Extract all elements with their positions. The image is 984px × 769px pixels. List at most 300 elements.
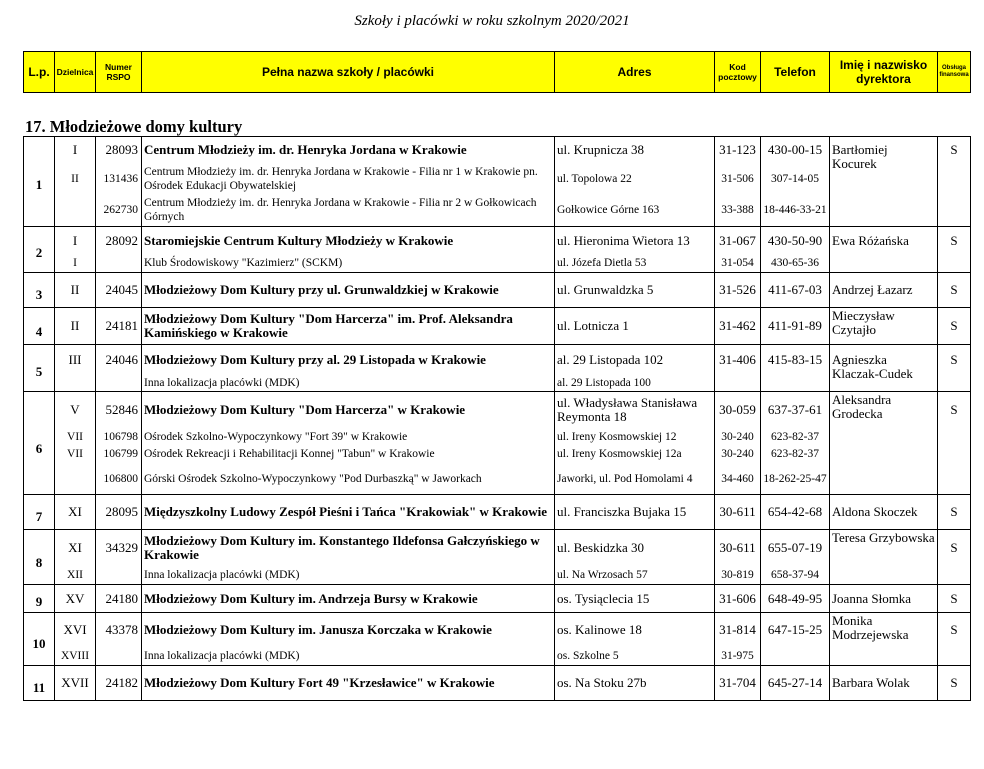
table-row: [24, 273, 971, 308]
cell-kod: [715, 495, 761, 530]
kod-line: 31-975: [721, 650, 754, 662]
rspo-line: [98, 647, 138, 665]
header-dzielnica: Dzielnica: [55, 52, 96, 93]
cell-nazwa: [142, 495, 555, 530]
dz-line: VII: [67, 430, 83, 443]
rspo-stack: [98, 308, 138, 344]
kod-line: 30-240: [721, 448, 754, 460]
kod-line: 31-814: [719, 622, 756, 637]
tel-line: 658-37-94: [771, 569, 819, 581]
cell-tel: [761, 585, 830, 613]
row-dyrektor: Joanna Słomka: [830, 585, 938, 613]
row-obsluga: S: [938, 273, 971, 308]
row-obsluga: S: [938, 345, 971, 392]
kod-stack: [717, 530, 758, 584]
tel-stack: [763, 345, 827, 391]
cell-kod: [715, 530, 761, 585]
cell-rspo: [96, 530, 142, 585]
adres-stack: [557, 308, 712, 344]
cell-nazwa: [142, 227, 555, 273]
cell-dz: [55, 308, 96, 345]
row-obsluga: S: [938, 227, 971, 273]
kod-stack: [717, 137, 758, 226]
nazwa-stack: [144, 392, 552, 494]
dz-line: [57, 194, 93, 226]
tel-line: 655-07-19: [767, 540, 823, 555]
dz-stack: [57, 530, 93, 584]
kod-line: 34-460: [721, 472, 754, 485]
row-obsluga: S: [938, 613, 971, 666]
rspo-line: 24045: [105, 282, 138, 297]
tel-line: 648-49-95: [767, 590, 823, 606]
nazwa-line: Centrum Młodzieży im. dr. Henryka Jordana w Krakowie - Filia nr 2 w Gołkowicach Górnych: [144, 197, 537, 223]
row-dyrektor: Mieczysław Czytajło: [830, 308, 938, 345]
cell-kod: [715, 666, 761, 701]
cell-tel: [761, 227, 830, 273]
cell-tel: [761, 308, 830, 345]
cell-dz: [55, 495, 96, 530]
table-row: [24, 530, 971, 585]
table-row: [24, 392, 971, 495]
adres-line: os. Na Stoku 27b: [557, 675, 647, 690]
cell-nazwa: [142, 613, 555, 666]
tel-line: 18-262-25-47: [763, 472, 827, 485]
kod-stack: [717, 308, 758, 344]
nazwa-line: Inna lokalizacja placówki (MDK): [144, 650, 300, 662]
adres-line: ul. Ireny Kosmowskiej 12: [557, 430, 677, 443]
cell-adres: [555, 666, 715, 701]
dz-stack: [57, 345, 93, 391]
nazwa-line: Górski Ośrodek Szkolno-Wypoczynkowy "Pod Durbaszką" w Jaworkach: [144, 472, 482, 485]
adres-line: os. Kalinowe 18: [557, 622, 642, 637]
rspo-line: 24180: [105, 590, 138, 606]
adres-stack: [557, 273, 712, 307]
row-lp: 10: [24, 613, 55, 666]
cell-kod: [715, 273, 761, 308]
cell-adres: [555, 137, 715, 227]
cell-dz: [55, 273, 96, 308]
dz-line: VII: [67, 448, 83, 460]
kod-line: 31-506: [721, 172, 754, 185]
cell-tel: [761, 613, 830, 666]
cell-adres: [555, 495, 715, 530]
rspo-line: [98, 375, 138, 391]
dz-line: [57, 375, 93, 391]
row-obsluga: S: [938, 137, 971, 227]
dz-line: XII: [67, 569, 83, 581]
dz-line: XI: [68, 540, 82, 555]
nazwa-line: Młodzieżowy Dom Kultury "Dom Harcerza" im. Prof. Aleksandra Kamińskiego w Krakowie: [144, 311, 513, 340]
nazwa-line: Ośrodek Rekreacji i Rehabilitacji Konnej "Tabun" w Krakowie: [144, 448, 435, 460]
adres-stack: [557, 137, 712, 226]
rspo-line: 34329: [105, 540, 138, 555]
table-row: [24, 585, 971, 613]
cell-dz: [55, 137, 96, 227]
row-lp: 3: [24, 273, 55, 308]
tel-line: 654-42-68: [767, 504, 823, 519]
kod-stack: [717, 495, 758, 529]
nazwa-stack: [144, 585, 552, 612]
rspo-stack: [98, 666, 138, 700]
row-dyrektor: Bartłomiej Kocurek: [830, 137, 938, 227]
dz-line: III: [68, 352, 82, 367]
adres-line: ul. Beskidzka 30: [557, 540, 645, 555]
adres-stack: [557, 495, 712, 529]
table-header: [23, 51, 971, 93]
dz-line: XVI: [63, 622, 87, 637]
kod-stack: [717, 273, 758, 307]
tel-stack: [763, 613, 827, 665]
row-obsluga: S: [938, 308, 971, 345]
nazwa-stack: [144, 308, 552, 344]
dz-stack: [57, 666, 93, 700]
nazwa-stack: [144, 666, 552, 700]
header-dyrektor: Imię i nazwisko dyrektora: [830, 52, 938, 93]
adres-stack: [557, 392, 712, 494]
adres-stack: [557, 666, 712, 700]
rspo-stack: [98, 137, 138, 226]
row-dyrektor: Monika Modrzejewska: [830, 613, 938, 666]
dz-stack: [57, 137, 93, 226]
cell-nazwa: [142, 137, 555, 227]
row-lp: 5: [24, 345, 55, 392]
tel-line: 645-27-14: [767, 675, 823, 690]
row-lp: 8: [24, 530, 55, 585]
kod-line: 31-462: [719, 318, 756, 333]
row-dyrektor: Agnieszka Klaczak-Cudek: [830, 345, 938, 392]
table-row: [24, 666, 971, 701]
adres-line: ul. Ireny Kosmowskiej 12a: [557, 448, 682, 460]
adres-line: ul. Hieronima Wietora 13: [557, 232, 690, 248]
row-lp: 1: [24, 137, 55, 227]
tel-line: 430-50-90: [767, 232, 823, 248]
dz-line: II: [71, 172, 79, 185]
rspo-line: 28092: [105, 232, 138, 248]
cell-nazwa: [142, 585, 555, 613]
row-dyrektor: Barbara Wolak: [830, 666, 938, 701]
nazwa-stack: [144, 530, 552, 584]
cell-nazwa: [142, 308, 555, 345]
cell-rspo: [96, 495, 142, 530]
dz-line: XI: [68, 504, 82, 519]
cell-tel: [761, 345, 830, 392]
cell-tel: [761, 273, 830, 308]
row-lp: 7: [24, 495, 55, 530]
rspo-line: [98, 254, 138, 272]
nazwa-line: Młodzieżowy Dom Kultury przy ul. Grunwaldzkiej w Krakowie: [144, 282, 499, 297]
cell-tel: [761, 137, 830, 227]
cell-dz: [55, 613, 96, 666]
cell-kod: [715, 613, 761, 666]
tel-line: 623-82-37: [771, 448, 819, 460]
cell-rspo: [96, 392, 142, 495]
adres-stack: [557, 530, 712, 584]
section-title: 17. Młodzieżowe domy kultury: [25, 117, 243, 136]
dz-stack: [57, 227, 93, 272]
cell-adres: [555, 273, 715, 308]
adres-line: ul. Topolowa 22: [557, 172, 632, 185]
row-obsluga: S: [938, 666, 971, 701]
nazwa-line: Ośrodek Szkolno-Wypoczynkowy "Fort 39" w Krakowie: [144, 430, 408, 443]
nazwa-line: Młodzieżowy Dom Kultury przy al. 29 Listopada w Krakowie: [144, 352, 486, 367]
kod-line: 30-611: [719, 504, 756, 519]
kod-line: [717, 375, 758, 391]
adres-line: ul. Józefa Dietla 53: [557, 257, 647, 269]
rspo-line: 24181: [105, 318, 138, 333]
row-lp: 4: [24, 308, 55, 345]
tel-line: 18-446-33-21: [763, 204, 827, 216]
kod-line: 31-606: [719, 590, 756, 606]
rspo-line: 28095: [105, 504, 138, 519]
nazwa-line: Centrum Młodzieży im. dr. Henryka Jordana w Krakowie: [144, 142, 467, 157]
rspo-stack: [98, 227, 138, 272]
cell-kod: [715, 137, 761, 227]
tel-line: 411-67-03: [768, 282, 822, 297]
dz-line: V: [70, 402, 80, 417]
nazwa-line: Młodzieżowy Dom Kultury "Dom Harcerza" w Krakowie: [144, 402, 466, 417]
table-row: [24, 137, 971, 227]
cell-rspo: [96, 308, 142, 345]
tel-line: 647-15-25: [767, 622, 823, 637]
rspo-stack: [98, 585, 138, 612]
tel-stack: [763, 308, 827, 344]
dz-stack: [57, 308, 93, 344]
tel-line: 623-82-37: [771, 430, 819, 443]
cell-rspo: [96, 227, 142, 273]
kod-line: 30-611: [719, 540, 756, 555]
adres-line: ul. Franciszka Bujaka 15: [557, 504, 687, 519]
cell-kod: [715, 585, 761, 613]
cell-adres: [555, 392, 715, 495]
dz-line: I: [72, 232, 78, 248]
rspo-line: 52846: [105, 402, 138, 417]
nazwa-line: Inna lokalizacja placówki (MDK): [144, 377, 300, 389]
cell-adres: [555, 345, 715, 392]
row-lp: 2: [24, 227, 55, 273]
kod-stack: [717, 227, 758, 272]
rspo-line: 24182: [105, 675, 138, 690]
header-telefon: Telefon: [761, 52, 830, 93]
cell-adres: [555, 227, 715, 273]
cell-nazwa: [142, 666, 555, 701]
dz-line: I: [72, 142, 78, 157]
cell-tel: [761, 392, 830, 495]
cell-kod: [715, 345, 761, 392]
tel-line: [763, 375, 827, 391]
row-lp: 6: [24, 392, 55, 495]
adres-stack: [557, 613, 712, 665]
nazwa-line: Młodzieżowy Dom Kultury im. Konstantego Ildefonsa Gałczyńskiego w Krakowie: [144, 533, 540, 562]
row-dyrektor: Andrzej Łazarz: [830, 273, 938, 308]
row-lp: 11: [24, 666, 55, 701]
dz-line: [57, 463, 93, 494]
cell-tel: [761, 666, 830, 701]
rspo-line: 24046: [105, 352, 138, 367]
cell-nazwa: [142, 273, 555, 308]
table-row: [24, 613, 971, 666]
kod-line: 33-388: [721, 204, 754, 216]
table-row: [24, 345, 971, 392]
nazwa-line: Staromiejskie Centrum Kultury Młodzieży w Krakowie: [144, 232, 454, 248]
cell-dz: [55, 530, 96, 585]
tel-line: 430-65-36: [771, 257, 819, 269]
cell-dz: [55, 227, 96, 273]
tel-stack: [763, 585, 827, 612]
cell-kod: [715, 392, 761, 495]
row-obsluga: S: [938, 585, 971, 613]
dz-stack: [57, 585, 93, 612]
adres-line: ul. Władysława Stanisława Reymonta 18: [557, 395, 698, 424]
cell-adres: [555, 308, 715, 345]
adres-line: al. 29 Listopada 100: [557, 377, 651, 389]
nazwa-stack: [144, 345, 552, 391]
kod-stack: [717, 585, 758, 612]
cell-tel: [761, 530, 830, 585]
adres-line: ul. Na Wrzosach 57: [557, 569, 648, 581]
cell-tel: [761, 495, 830, 530]
adres-line: ul. Krupnicza 38: [557, 142, 645, 157]
cell-nazwa: [142, 345, 555, 392]
tel-stack: [763, 495, 827, 529]
tel-stack: [763, 530, 827, 584]
tel-line: 430-00-15: [767, 142, 823, 157]
tel-line: 307-14-05: [771, 172, 819, 185]
dz-stack: [57, 495, 93, 529]
cell-rspo: [96, 613, 142, 666]
rspo-line: 131436: [103, 172, 138, 185]
rspo-stack: [98, 495, 138, 529]
nazwa-line: Inna lokalizacja placówki (MDK): [144, 569, 300, 581]
nazwa-stack: [144, 137, 552, 226]
dz-line: XV: [65, 590, 85, 606]
nazwa-stack: [144, 273, 552, 307]
rspo-line: [98, 566, 138, 584]
rspo-line: 28093: [105, 142, 138, 157]
cell-rspo: [96, 137, 142, 227]
row-obsluga: S: [938, 495, 971, 530]
table-row: [24, 308, 971, 345]
nazwa-line: Młodzieżowy Dom Kultury Fort 49 "Krzesławice" w Krakowie: [144, 675, 495, 690]
rspo-line: 262730: [103, 204, 138, 216]
institutions-table: [23, 136, 971, 701]
adres-stack: [557, 585, 712, 612]
nazwa-line: Centrum Młodzieży im. dr. Henryka Jordana w Krakowie - Filia nr 1 w Krakowie pn. Ośrodek Edukacji Obywatelskiej: [144, 165, 538, 192]
table-row: [24, 227, 971, 273]
cell-rspo: [96, 666, 142, 701]
nazwa-stack: [144, 227, 552, 272]
tel-line: 637-37-61: [767, 402, 823, 417]
header-kod: Kod pocztowy: [715, 52, 761, 93]
dz-stack: [57, 273, 93, 307]
tel-stack: [763, 273, 827, 307]
adres-line: ul. Grunwaldzka 5: [557, 282, 654, 297]
cell-kod: [715, 308, 761, 345]
kod-line: 30-059: [719, 402, 756, 417]
tel-stack: [763, 666, 827, 700]
adres-line: os. Tysiąclecia 15: [557, 590, 650, 606]
row-dyrektor: Ewa Różańska: [830, 227, 938, 273]
row-dyrektor: Teresa Grzybowska: [830, 530, 938, 585]
cell-adres: [555, 530, 715, 585]
cell-adres: [555, 613, 715, 666]
cell-dz: [55, 345, 96, 392]
dz-line: II: [70, 282, 80, 297]
header-adres: Adres: [555, 52, 715, 93]
nazwa-stack: [144, 495, 552, 529]
adres-line: Jaworki, ul. Pod Homolami 4: [557, 472, 693, 485]
dz-line: II: [70, 318, 80, 333]
kod-line: 31-704: [719, 675, 756, 690]
kod-stack: [717, 345, 758, 391]
kod-line: 31-526: [719, 282, 756, 297]
row-dyrektor: Aleksandra Grodecka: [830, 392, 938, 495]
adres-stack: [557, 345, 712, 391]
cell-dz: [55, 666, 96, 701]
rspo-line: 106800: [103, 472, 138, 485]
dz-line: I: [73, 257, 77, 269]
cell-kod: [715, 227, 761, 273]
rspo-stack: [98, 392, 138, 494]
row-dyrektor: Aldona Skoczek: [830, 495, 938, 530]
kod-line: 31-123: [719, 142, 756, 157]
nazwa-line: Młodzieżowy Dom Kultury im. Andrzeja Bursy w Krakowie: [144, 590, 478, 606]
dz-line: XVIII: [60, 650, 90, 662]
cell-rspo: [96, 273, 142, 308]
row-lp: 9: [24, 585, 55, 613]
rspo-line: 43378: [105, 622, 138, 637]
tel-line: 411-91-89: [768, 318, 822, 333]
rspo-stack: [98, 530, 138, 584]
kod-line: 31-406: [719, 352, 756, 367]
tel-stack: [763, 137, 827, 226]
nazwa-stack: [144, 613, 552, 665]
rspo-line: 106799: [103, 448, 138, 460]
nazwa-line: Młodzieżowy Dom Kultury im. Janusza Korczaka w Krakowie: [144, 622, 492, 637]
cell-rspo: [96, 585, 142, 613]
nazwa-line: Klub Środowiskowy "Kazimierz" (SCKM): [144, 257, 343, 269]
cell-rspo: [96, 345, 142, 392]
kod-stack: [717, 392, 758, 494]
kod-stack: [717, 666, 758, 700]
kod-line: 31-054: [721, 257, 754, 269]
tel-stack: [763, 392, 827, 494]
table-row: [24, 495, 971, 530]
kod-line: 30-819: [721, 569, 754, 581]
adres-line: os. Szkolne 5: [557, 650, 619, 662]
cell-dz: [55, 392, 96, 495]
tel-line: 415-83-15: [767, 352, 823, 367]
adres-stack: [557, 227, 712, 272]
row-obsluga: S: [938, 530, 971, 585]
adres-line: ul. Lotnicza 1: [557, 318, 629, 333]
cell-nazwa: [142, 392, 555, 495]
cell-dz: [55, 585, 96, 613]
tel-stack: [763, 227, 827, 272]
header-rspo: Numer RSPO: [96, 52, 142, 93]
adres-line: Gołkowice Górne 163: [557, 204, 660, 216]
header-obsluga: Obsługa finansowa: [938, 52, 971, 93]
adres-line: al. 29 Listopada 102: [557, 352, 664, 367]
rspo-stack: [98, 345, 138, 391]
tel-line: [763, 647, 827, 665]
header-lp: L.p.: [24, 52, 55, 93]
dz-line: XVII: [61, 675, 89, 690]
cell-adres: [555, 585, 715, 613]
header-nazwa: Pełna nazwa szkoły / placówki: [142, 52, 555, 93]
kod-line: 30-240: [721, 430, 754, 443]
kod-line: 31-067: [719, 232, 756, 248]
dz-stack: [57, 392, 93, 494]
